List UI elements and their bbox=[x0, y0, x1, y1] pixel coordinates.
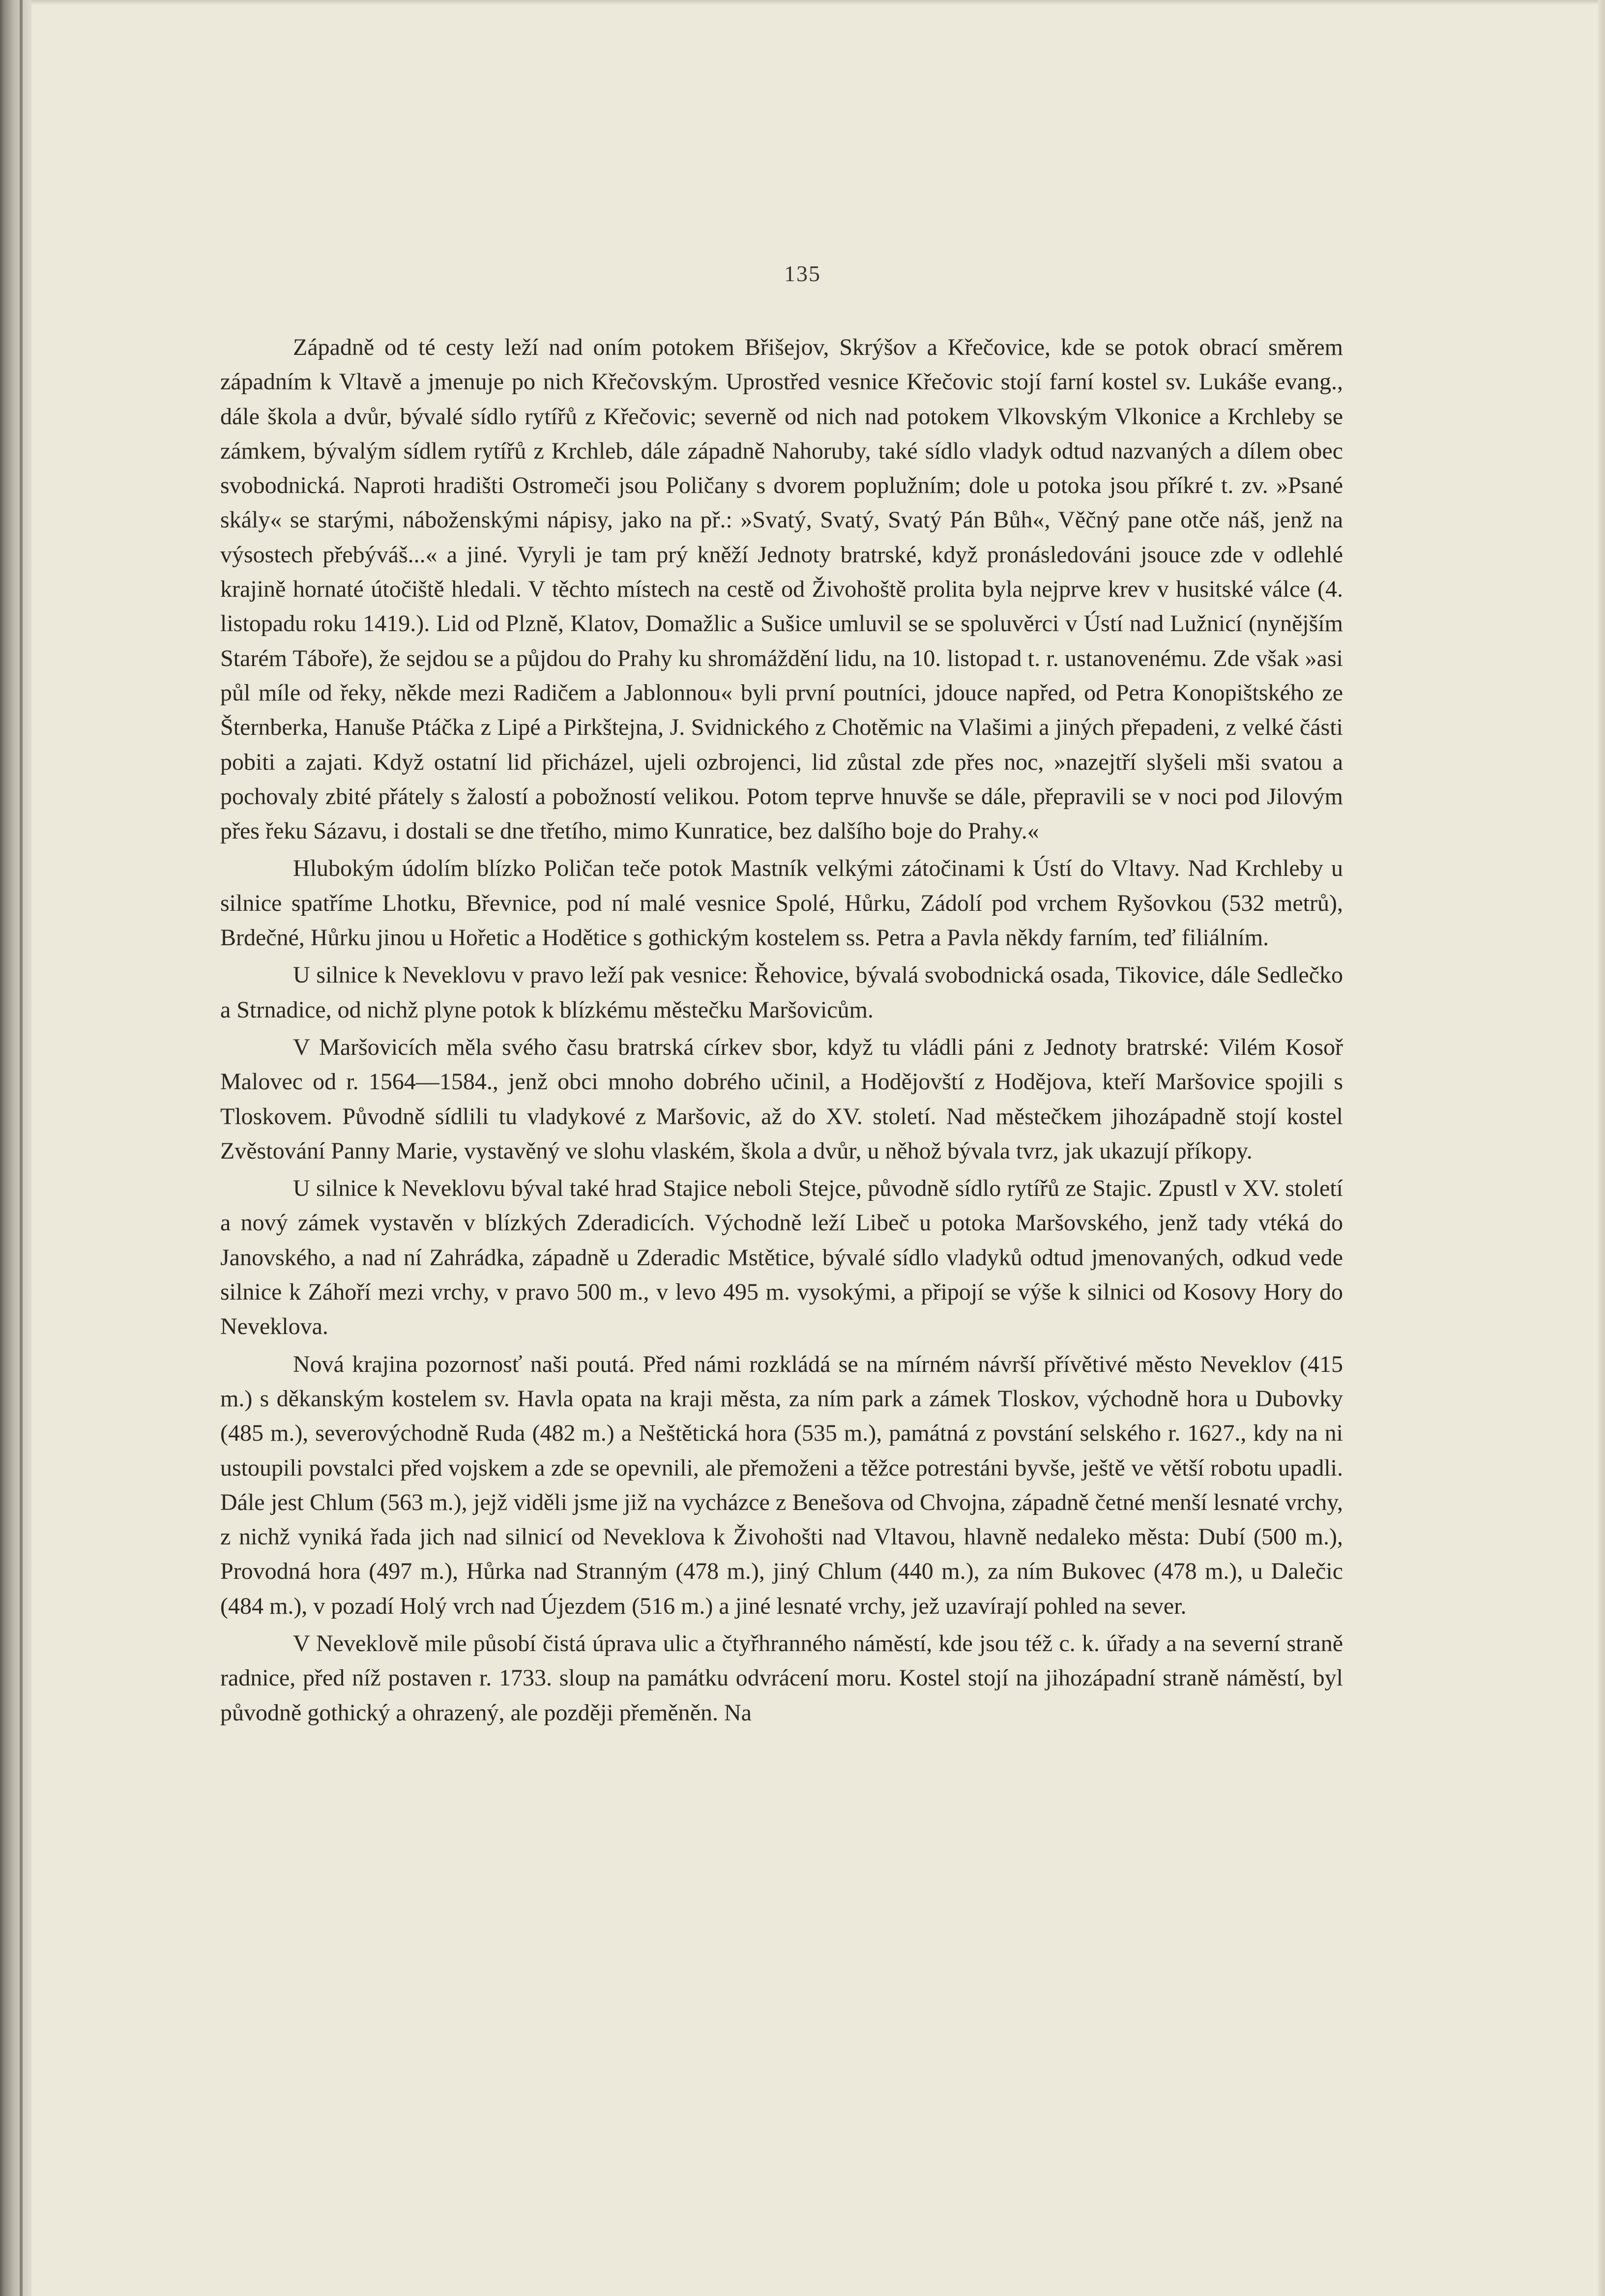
paragraph: V Neveklově mile působí čistá úprava ulic a čtyřhranného náměstí, kde jsou též c. k. úřady a na severní straně radnice, před níž postaven r. 1733. sloup na památku odvrácení moru. Kostel stojí na jihozápadní straně náměstí, byl původně gothický a ohrazený, ale později přeměněn. Na bbox=[220, 1630, 1343, 1726]
paragraph: U silnice k Neveklovu býval také hrad Stajice neboli Stejce, původně sídlo rytířů ze Stajic. Zpustl v XV. století a nový zámek vystavěn v blízkých Zderadicích. Východně leží Libeč u potoka Maršovského, jenž tady vtéká do Janovského, a nad ní Zahrádka, západně u Zderadic Mstětice, bývalé sídlo vladyků odtud jmenovaných, odkud vede silnice k Záhoří mezi vrchy, v pravo 500 m., v levo 495 m. vysokými, a připojí se výše k silnici od Kosovy Hory do Neveklova. bbox=[220, 1175, 1343, 1340]
binding-edge-line bbox=[20, 0, 23, 2296]
body-text bbox=[220, 330, 1343, 1730]
book-binding-shadow bbox=[0, 0, 31, 2296]
paragraph: Nová krajina pozornosť naši poutá. Před námi rozkládá se na mírném návrší přívětivé město Neveklov (415 m.) s děkanským kostelem sv. Havla opata na kraji města, za ním park a zámek Tloskov, východně hora u Dubovky (485 m.), severovýchodně Ruda (482 m.) a Neštětická hora (535 m.), památná z povstání selského r. 1627., kdy na ni ustoupili povstalci před vojskem a zde se opevnili, ale přemoženi a těžce potrestáni byvše, ještě ve větší robotu upadli. Dále jest Chlum (563 m.), jejž viděli jsme již na vycházce z Benešova od Chvojna, západně četné menší lesnaté vrchy, z nichž vyniká řada jich nad silnicí od Neveklova k Živohošti nad Vltavou, hlavně nedaleko města: Dubí (500 m.), Provodná hora (497 m.), Hůrka nad Stranným (478 m.), jiný Chlum (440 m.), za ním Bukovec (478 m.), u Dalečic (484 m.), v pozadí Holý vrch nad Újezdem (516 m.) a jiné lesnaté vrchy, jež uzavírají pohled na sever. bbox=[220, 1351, 1343, 1619]
page-number: 135 bbox=[784, 261, 821, 286]
paragraph: Hlubokým údolím blízko Poličan teče potok Mastník velkými zátočinami k Ústí do Vltavy. Nad Krchleby u silnice spatříme Lhotku, Břevnice, pod ní malé vesnice Spolé, Hůrku, Zádolí pod vrchem Ryšovkou (532 metrů), Brdečné, Hůrku jinou u Hořetic a Hodětice s gothickým kostelem ss. Petra a Pavla někdy farním, teď filiálním. bbox=[220, 855, 1343, 951]
paragraph: V Maršovicích měla svého času bratrská církev sbor, když tu vládli páni z Jednoty bratrské: Vilém Kosoř Malovec od r. 1564—1584., jenž obci mnoho dobrého učinil, a Hodějovští z Hodějova, kteří Maršovice spojili s Tloskovem. Původně sídlili tu vladykové z Maršovic, až do XV. století. Nad městečkem jihozápadně stojí kostel Zvěstování Panny Marie, vystavěný ve slohu vlaském, škola a dvůr, u něhož bývala tvrz, jak ukazují příkopy. bbox=[220, 1034, 1343, 1164]
page-right-edge bbox=[1598, 0, 1605, 2296]
paragraph: U silnice k Neveklovu v pravo leží pak vesnice: Řehovice, bývalá svobodnická osada, Tikovice, dále Sedlečko a Strnadice, od nichž plyne potok k blízkému městečku Maršovicům. bbox=[220, 962, 1343, 1023]
paragraph: Západně od té cesty leží nad oním potokem Břišejov, Skrýšov a Křečovice, kde se potok obrací směrem západním k Vltavě a jmenuje po nich Křečovským. Uprostřed vesnice Křečovic stojí farní kostel sv. Lukáše evang., dále škola a dvůr, bývalé sídlo rytířů z Křečovic; severně od nich nad potokem Vlkovským Vlkonice a Krchleby se zámkem, bývalým sídlem rytířů z Krchleb, dále západně Nahoruby, také sídlo vladyk odtud nazvaných a dílem obec svobodnická. Naproti hradišti Ostromeči jsou Poličany s dvorem poplužním; dole u potoka jsou příkré t. zv. »Psané skály« se starými, náboženskými nápisy, jako na př.: »Svatý, Svatý, Svatý Pán Bůh«, Věčný pane otče náš, jenž na výsostech přebýváš...« a jiné. Vyryli je tam prý kněží Jednoty bratrské, když pronásledováni jsouce zde v odlehlé krajině hornaté útočiště hledali. V těchto místech na cestě od Živohoště prolita byla nejprve krev v husitské válce (4. listopadu roku 1419.). Lid od Plzně, Klatov, Domažlic a Sušice umluvil se se spoluvěrci v Ústí nad Lužnicí (nynějším Starém Táboře), že sejdou se a půjdou do Prahy ku shromáždění lidu, na 10. listopad t. r. ustanovenému. Zde však »asi půl míle od řeky, někde mezi Radičem a Jablonnou« byli první poutníci, jdouce napřed, od Petra Konopištského ze Šternberka, Hanuše Ptáčka z Lipé a Pirkštejna, J. Svidnického z Chotěmic na Vlašimi a jiných přepadeni, z velké části pobiti a zajati. Když ostatní lid přicházel, ujeli ozbrojenci, lid zůstal zde přes noc, »nazejtří slyšeli mši svatou a pochovaly zbité přátely s žalostí a pobožností velikou. Potom teprve hnuvše se dále, přepravili se v noci pod Jilovým přes řeku Sázavu, i dostali se dne třetího, mimo Kunratice, bez dalšího boje do Prahy.« bbox=[220, 334, 1343, 844]
page-top-edge bbox=[0, 0, 1605, 5]
